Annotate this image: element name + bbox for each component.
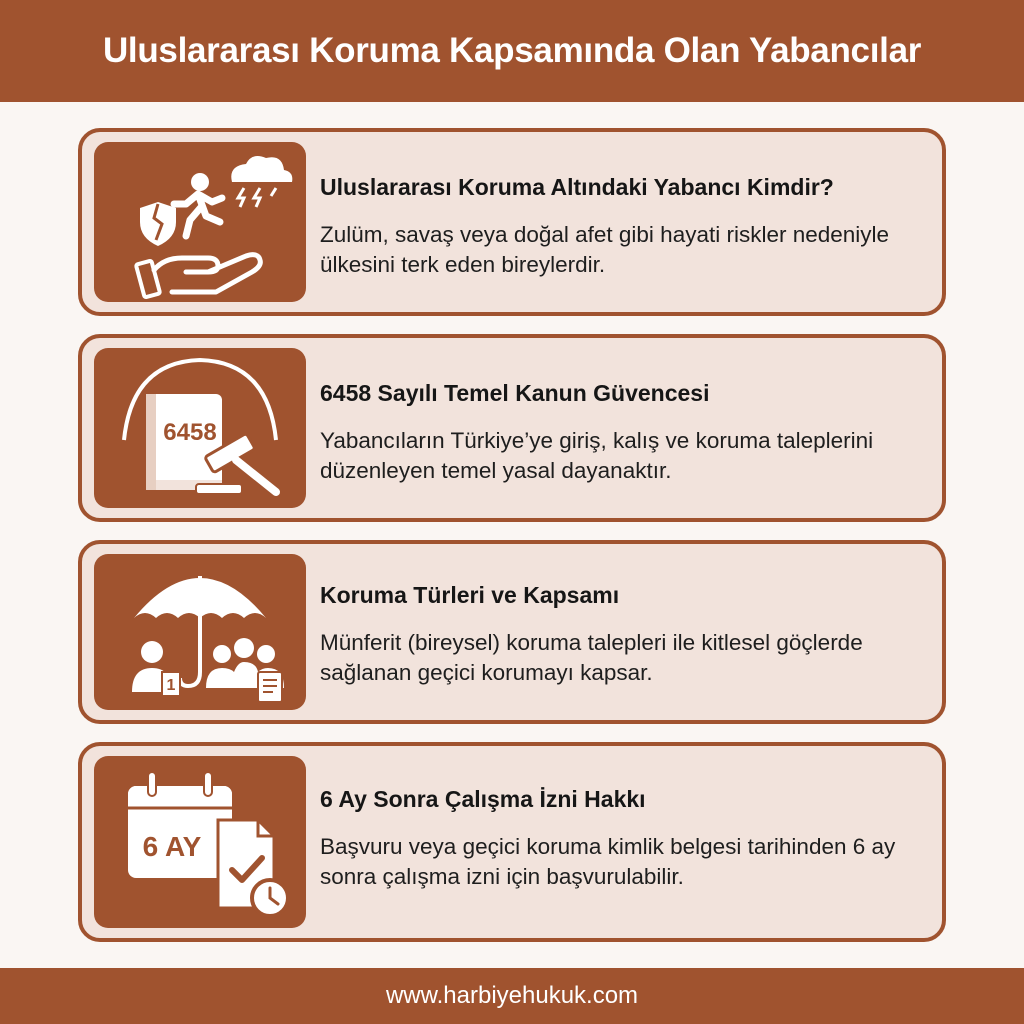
info-card-work-permit	[78, 742, 946, 942]
website-link[interactable]: www.harbiyehukuk.com	[385, 982, 639, 1009]
card-title: Koruma Türleri ve Kapsamı	[320, 582, 620, 608]
umbrella-people-icon	[94, 554, 306, 710]
card-text	[320, 580, 918, 688]
calendar-document-clock-icon	[94, 756, 306, 928]
calendar-label: 6 AY	[142, 831, 202, 862]
card-body: Yabancıların Türkiye’ye giriş, kalış ve koruma taleplerini düzenleyen temel yasal dayanaktır.	[320, 428, 874, 483]
card-title: 6 Ay Sonra Çalışma İzni Hakkı	[320, 786, 646, 812]
card-text	[320, 784, 918, 892]
header-banner	[0, 0, 1024, 102]
card-body: Başvuru veya geçici koruma kimlik belgesi tarihinden 6 ay sonra çalışma izni için başvurulabilir.	[320, 834, 896, 889]
card-title: 6458 Sayılı Temel Kanun Güvencesi	[320, 380, 710, 406]
page-title: Uluslararası Koruma Kapsamında Olan Yabancılar	[102, 31, 922, 70]
law-book-gavel-icon	[94, 348, 306, 508]
footer-banner	[0, 968, 1024, 1024]
fleeing-person-hand-icon	[94, 142, 306, 302]
card-icon-box	[94, 554, 306, 710]
info-card-protection-types	[78, 540, 946, 724]
book-number-label: 6458	[163, 419, 217, 446]
card-icon-box	[94, 142, 306, 302]
individual-number-label: 1	[166, 677, 176, 694]
info-card-law	[78, 334, 946, 522]
info-card-who	[78, 128, 946, 316]
card-body: Zulüm, savaş veya doğal afet gibi hayati riskler nedeniyle ülkesini terk eden bireylerdir.	[320, 222, 890, 277]
card-text	[320, 378, 918, 486]
card-body: Münferit (bireysel) koruma talepleri ile kitlesel göçlerde sağlanan geçici korumayı kapsar.	[320, 630, 863, 685]
card-icon-box	[94, 348, 306, 508]
card-icon-box	[94, 756, 306, 928]
card-title: Uluslararası Koruma Altındaki Yabancı Kimdir?	[320, 174, 834, 200]
card-text	[320, 172, 918, 280]
